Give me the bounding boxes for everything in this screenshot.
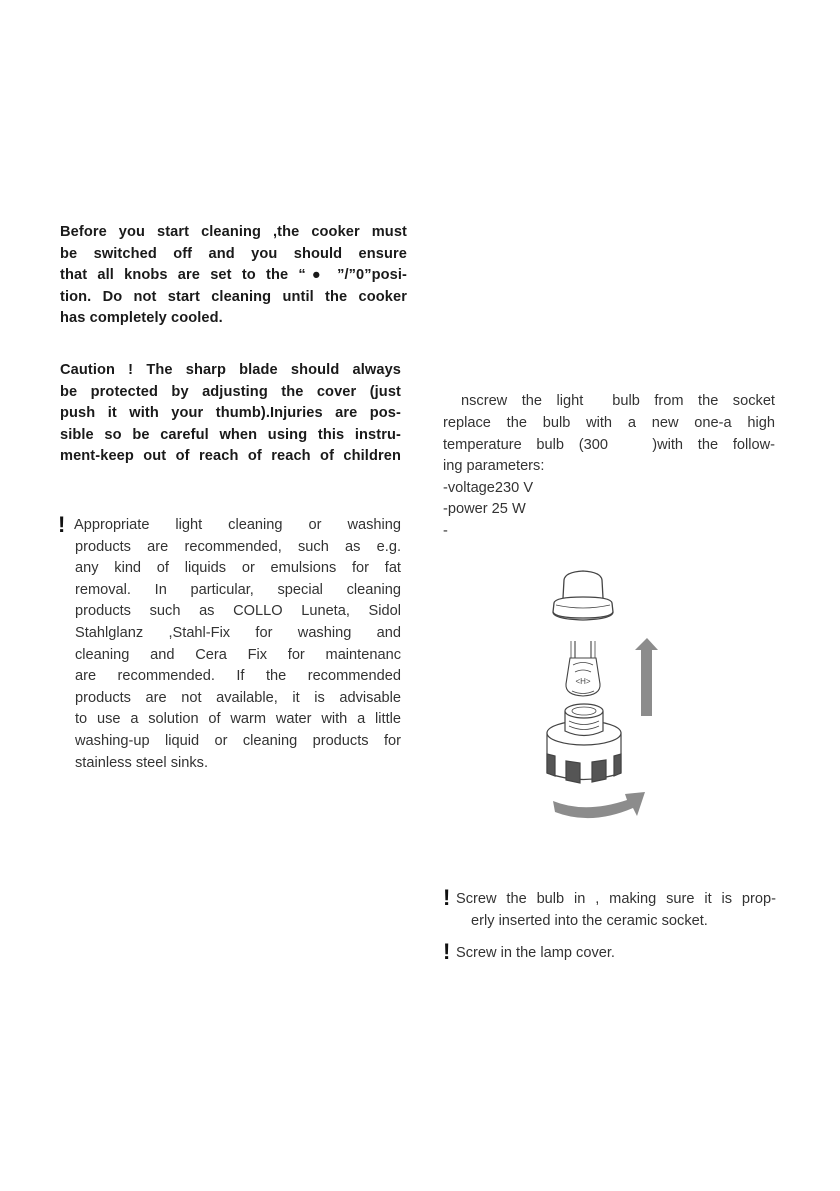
bulb-replacement-paragraph	[457, 391, 775, 413]
bulb-line: nscrew the light bulb from the socket	[461, 393, 775, 409]
cleaning-products-paragraph	[75, 515, 401, 774]
caution-line: be protected by adjusting the cover (just	[60, 383, 401, 400]
parameter-voltage: -voltage230 V	[443, 479, 534, 496]
lamp-bulb-diagram	[535, 568, 665, 820]
caution-line: Caution ! The sharp blade should always	[60, 362, 401, 378]
products-line: cleaning and Cera Fix for maintenanc	[75, 646, 401, 663]
note-line: Screw in the lamp cover.	[456, 945, 615, 961]
note-line: erly inserted into the ceramic socket.	[471, 913, 708, 929]
products-line: products are not available, it is advisable	[75, 689, 401, 706]
products-line: are recommended. If the recommended	[75, 668, 401, 685]
note-screw-bulb-cont	[471, 911, 776, 933]
light-bulb-icon	[566, 641, 600, 696]
warning-exclamation-icon: !	[58, 512, 66, 537]
rotation-arrow-icon	[553, 792, 645, 818]
cleaning-intro-line: Before you start cleaning ,the cooker must	[60, 224, 407, 240]
parameter-blank: -	[443, 522, 448, 539]
caution-line: push it with your thumb).Injuries are pos-	[60, 405, 401, 421]
note-lamp-cover	[456, 943, 776, 965]
bulb-line: replace the bulb with a new one-a high	[443, 415, 775, 431]
bulb-line: temperature bulb (300 )with the follow-	[443, 436, 775, 453]
bulb-line: ing parameters:	[443, 458, 545, 475]
note-line: Screw the bulb in , making sure it is prop-	[456, 891, 776, 907]
lamp-cover-icon	[553, 571, 613, 620]
products-line: to use a solution of warm water with a little	[75, 711, 401, 728]
up-arrow-icon	[635, 638, 658, 716]
cleaning-intro-line: tion. Do not start cleaning until the cooker	[60, 288, 407, 305]
products-line: washing-up liquid or cleaning products for	[75, 732, 401, 749]
ceramic-socket-icon	[547, 704, 621, 783]
products-line: Stahlglanz ,Stahl-Fix for washing and	[75, 624, 401, 641]
parameter-power: -power 25 W	[443, 501, 526, 518]
cleaning-intro-line: be switched off and you should ensure	[60, 245, 407, 262]
products-line: products such as COLLO Luneta, Sidol	[75, 603, 401, 620]
figure-label: <H>	[575, 677, 591, 686]
caution-paragraph	[60, 360, 401, 468]
bulb-replacement-paragraph-cont	[443, 413, 775, 543]
caution-line: sible so be careful when using this instru-	[60, 426, 401, 443]
cleaning-intro-line: that all knobs are set to the “● ”/”0”posi-	[60, 267, 407, 283]
note-exclamation-icon: !	[443, 939, 451, 964]
cleaning-intro-paragraph	[60, 222, 407, 330]
products-line: removal. In particular, special cleaning	[75, 581, 401, 598]
products-line: stainless steel sinks.	[75, 754, 209, 771]
products-line: any kind of liquids or emulsions for fat	[75, 560, 401, 577]
note-screw-bulb	[456, 889, 776, 911]
products-line: products are recommended, such as e.g.	[75, 538, 401, 555]
caution-line: ment-keep out of reach of reach of children	[60, 448, 401, 464]
products-line: Appropriate light cleaning or washing	[74, 517, 401, 533]
note-exclamation-icon: !	[443, 885, 451, 910]
cleaning-intro-line: has completely cooled.	[60, 310, 223, 326]
